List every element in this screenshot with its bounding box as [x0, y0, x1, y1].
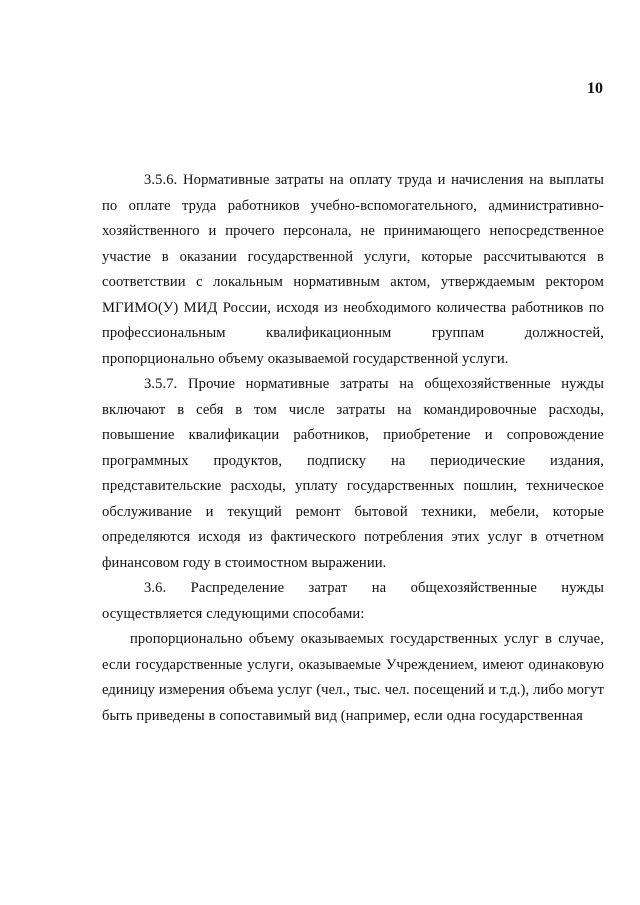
document-body — [102, 168, 604, 729]
paragraph-3-6: 3.6. Распределение затрат на общехозяйственные нужды осуществляется следующими способами: — [102, 580, 604, 622]
page-number: 10 — [587, 80, 603, 97]
paragraph-3-5-7: 3.5.7. Прочие нормативные затраты на общехозяйственные нужды включают в себя в том числе затраты на командировочные расходы, повышение квалификации работников, приобретение и сопровождение программных продуктов, подписку на периодические издания, представительские расходы, уплату государственных пошлин, техническое обслуживание и текущий ремонт бытовой техники, мебели, которые определяются исходя из фактического потребления этих услуг в отчетном финансовом году в стоимостном выражении. — [102, 376, 604, 571]
paragraph-proportional-allocation: пропорционально объему оказываемых государственных услуг в случае, если государственные услуги, оказываемые Учреждением, имеют одинаковую единицу измерения объема услуг (чел., тыс. чел. посещений и т.д.), либо могут быть приведены в сопоставимый вид (например, если одна государственная — [102, 631, 604, 724]
paragraph-3-5-6: 3.5.6. Нормативные затраты на оплату труда и начисления на выплаты по оплате труда работников учебно-вспомогательного, административно-хозяйственного и прочего персонала, не принимающего непосредственное участие в оказании государственной услуги, которые рассчитываются в соответствии с локальным нормативным актом, утверждаемым ректором МГИМО(У) МИД России, исходя из необходимого количества работников по профессиональным квалификационным группам должностей, пропорционально объему оказываемой государственной услуги. — [102, 172, 604, 367]
